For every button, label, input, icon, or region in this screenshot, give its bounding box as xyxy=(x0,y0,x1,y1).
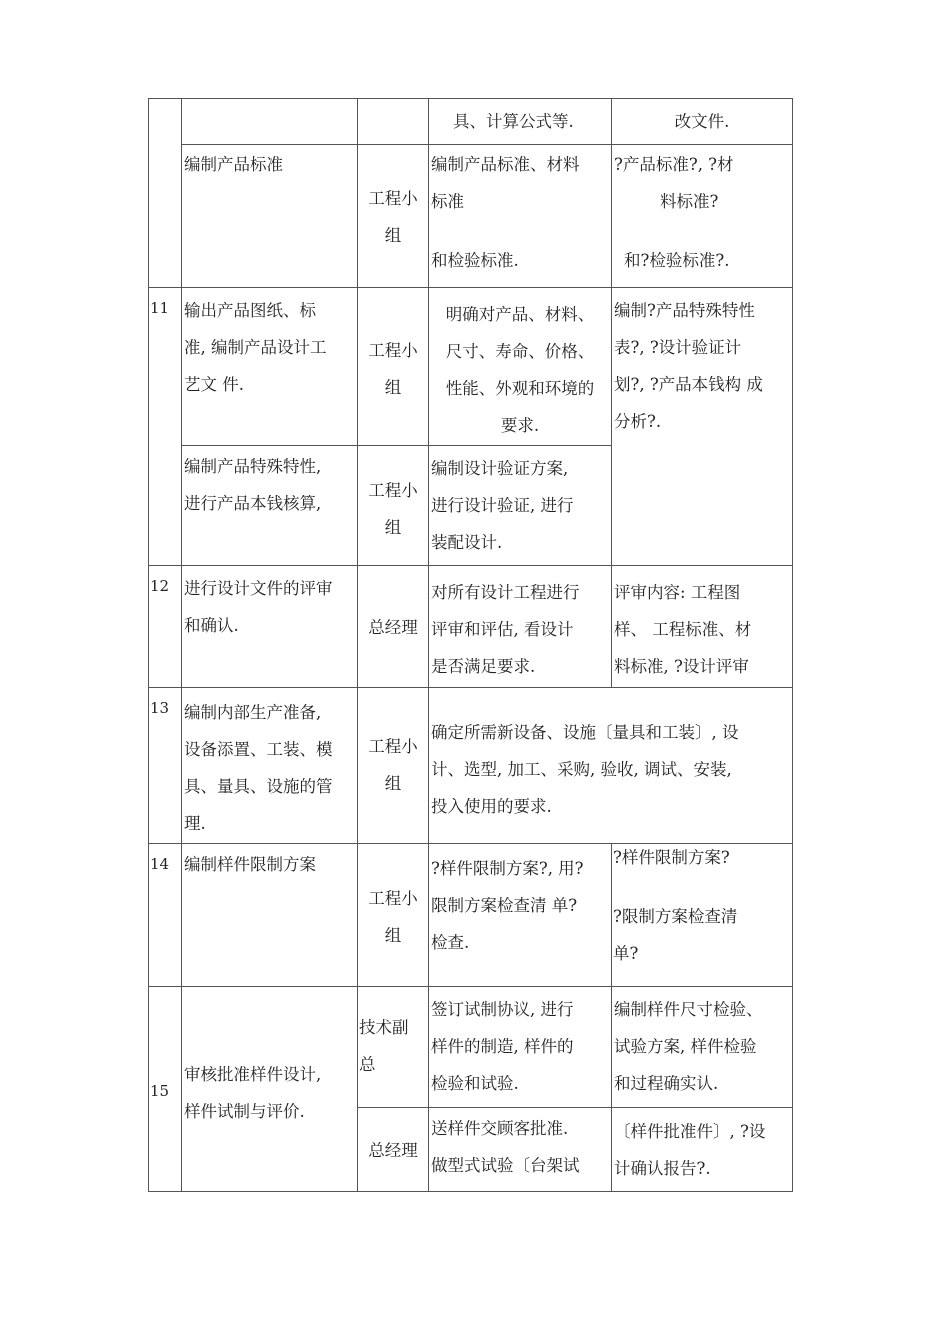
cell-line: 组 xyxy=(384,926,402,945)
grid-line xyxy=(792,98,793,1192)
row-number: 12 xyxy=(150,577,170,595)
cell-line: 性能、外观和环境的 xyxy=(445,379,595,398)
cell-line: 编制内部生产准备, xyxy=(184,703,322,722)
cell-line: 评审内容: 工程图 xyxy=(614,583,741,602)
cell-r15b-requirement xyxy=(431,1110,609,1184)
grid-line xyxy=(148,98,149,1192)
cell-line: 总经理 xyxy=(368,618,418,637)
grid-line xyxy=(148,687,793,688)
cell-r11a-owner xyxy=(358,332,428,406)
cell-line: 检查. xyxy=(431,933,470,952)
cell-line: 编制产品标准 xyxy=(184,155,283,174)
cell-line: 样件的制造, 样件的 xyxy=(431,1037,574,1056)
cell-r11a-requirement xyxy=(430,296,610,444)
grid-line xyxy=(148,565,793,566)
grid-line xyxy=(148,98,793,99)
cell-line: ?样件限制方案? xyxy=(613,848,730,867)
cell-r14-output xyxy=(613,839,791,972)
cell-r0-output xyxy=(614,103,790,140)
cell-line: 限制方案检查清 单? xyxy=(431,896,578,915)
cell-r11-output xyxy=(614,292,792,440)
row-number: 13 xyxy=(150,699,170,717)
cell-line: 划?, ?产品本钱构 成 xyxy=(614,375,763,394)
grid-line xyxy=(181,144,793,145)
cell-line: 工程小 xyxy=(368,889,418,908)
cell-line: 和?检验标准?. xyxy=(624,251,730,270)
cell-line: 准, 编制产品设计工 xyxy=(184,338,327,357)
cell-line: 签订试制协议, 进行 xyxy=(431,1000,574,1019)
document-table xyxy=(148,98,793,1192)
cell-line: 编制样件限制方案 xyxy=(184,855,316,874)
cell-line: 工程小 xyxy=(368,737,418,756)
grid-line xyxy=(611,98,612,688)
cell-line: 〔样件批准件〕, ?设 xyxy=(614,1122,766,1141)
cell-line: 投入使用的要求. xyxy=(431,797,552,816)
grid-line xyxy=(357,1107,793,1108)
cell-r15-task xyxy=(184,1056,356,1130)
cell-line: 艺文 件. xyxy=(184,375,244,394)
cell-line: 进行设计文件的评审 xyxy=(184,579,333,598)
cell-r1-owner xyxy=(358,180,428,254)
cell-r11b-task xyxy=(184,448,356,522)
cell-line: 组 xyxy=(384,774,402,793)
cell-r11a-task xyxy=(184,292,356,403)
cell-line: ?限制方案检查清 xyxy=(613,907,738,926)
cell-line: 进行设计验证, 进行 xyxy=(431,496,574,515)
cell-line: 试验方案, 样件检验 xyxy=(614,1037,757,1056)
grid-line xyxy=(181,445,612,446)
cell-line: 是否满足要求. xyxy=(431,657,536,676)
cell-line: 和确认. xyxy=(184,616,239,635)
cell-line: 组 xyxy=(384,226,402,245)
cell-line: 审核批准样件设计, xyxy=(184,1065,322,1084)
cell-line: 尺寸、寿命、价格、 xyxy=(445,342,595,361)
cell-line: 装配设计. xyxy=(431,533,503,552)
cell-line: ?产品标准?, ?材 xyxy=(614,155,734,174)
cell-line: 送样件交顾客批准. xyxy=(431,1119,569,1138)
cell-line: 理. xyxy=(184,814,206,833)
cell-line: 具、计算公式等. xyxy=(453,112,574,131)
cell-line: 和检验标准. xyxy=(431,251,519,270)
cell-line: 和过程确实认. xyxy=(614,1074,719,1093)
cell-line: 做型式试验〔台架试 xyxy=(431,1156,580,1175)
cell-line: 设备添置、工装、模 xyxy=(184,740,333,759)
cell-line: 组 xyxy=(384,378,402,397)
cell-r12-owner xyxy=(358,609,428,646)
cell-r15a-owner xyxy=(359,1009,427,1083)
cell-r12-task xyxy=(184,570,356,644)
cell-r0-requirement xyxy=(431,103,609,140)
cell-r13-task xyxy=(184,694,356,842)
grid-line xyxy=(148,1191,793,1192)
cell-r14-requirement xyxy=(431,850,611,961)
cell-r12-requirement xyxy=(431,574,609,685)
cell-line: 改文件. xyxy=(674,112,730,131)
cell-line: 样件试制与评价. xyxy=(184,1102,305,1121)
cell-r15a-output xyxy=(614,991,792,1102)
cell-line: 确定所需新设备、设施〔量具和工装〕, 设 xyxy=(431,723,739,742)
grid-line xyxy=(611,843,612,1192)
cell-line: 编制样件尺寸检验、 xyxy=(614,1000,763,1019)
cell-line: 编制?产品特殊特性 xyxy=(614,301,755,320)
cell-line: 具、量具、设施的管 xyxy=(184,777,333,796)
cell-r1-output xyxy=(614,146,791,279)
cell-line: 工程小 xyxy=(368,341,418,360)
grid-line xyxy=(148,287,793,288)
cell-r13-requirement xyxy=(431,714,791,825)
row-number: 11 xyxy=(150,299,170,317)
cell-line: 明确对产品、材料、 xyxy=(445,305,595,324)
cell-line: 编制设计验证方案, xyxy=(431,459,569,478)
cell-r15b-owner xyxy=(358,1132,428,1169)
cell-r12-output xyxy=(614,574,792,685)
cell-line: 计、选型, 加工、采购, 验收, 调试、安装, xyxy=(431,760,732,779)
cell-line: 料标准? xyxy=(660,192,719,211)
cell-line: 表?, ?设计验证计 xyxy=(614,338,742,357)
cell-line: 样、 工程标准、材 xyxy=(614,620,752,639)
cell-line: 总经理 xyxy=(368,1141,418,1160)
grid-line xyxy=(181,98,182,1192)
grid-line xyxy=(148,986,793,987)
cell-r14-task xyxy=(184,846,356,883)
cell-r15a-requirement xyxy=(431,991,609,1102)
cell-line: 工程小 xyxy=(368,481,418,500)
cell-line: 计确认报告?. xyxy=(614,1159,711,1178)
cell-line: 工程小 xyxy=(368,189,418,208)
cell-line: 标准 xyxy=(431,192,464,211)
cell-r11b-requirement xyxy=(431,450,609,561)
cell-line: 进行产品本钱核算, xyxy=(184,494,322,513)
cell-r1-task xyxy=(184,146,355,183)
cell-r15b-output xyxy=(614,1113,792,1187)
row-number: 15 xyxy=(150,1082,170,1100)
cell-line: 单? xyxy=(613,944,639,963)
cell-line: 要求. xyxy=(500,416,540,435)
cell-r13-owner xyxy=(358,728,428,802)
cell-line: 编制产品标准、材料 xyxy=(431,155,580,174)
cell-line: 总 xyxy=(359,1055,376,1074)
row-number: 14 xyxy=(150,855,170,873)
cell-line: 料标准, ?设计评审 xyxy=(614,657,749,676)
cell-r1-requirement xyxy=(431,146,609,279)
cell-line: 评审和评估, 看设计 xyxy=(431,620,574,639)
cell-r11b-owner xyxy=(358,472,428,546)
cell-line: ?样件限制方案?, 用? xyxy=(431,859,584,878)
cell-r14-owner xyxy=(358,880,428,954)
cell-line: 组 xyxy=(384,518,402,537)
cell-line: 分析?. xyxy=(614,412,662,431)
cell-line: 输出产品图纸、标 xyxy=(184,301,316,320)
grid-line xyxy=(428,98,429,1192)
cell-line: 检验和试验. xyxy=(431,1074,519,1093)
cell-line: 编制产品特殊特性, xyxy=(184,457,322,476)
cell-line: 技术副 xyxy=(359,1018,409,1037)
cell-line: 对所有设计工程进行 xyxy=(431,583,580,602)
